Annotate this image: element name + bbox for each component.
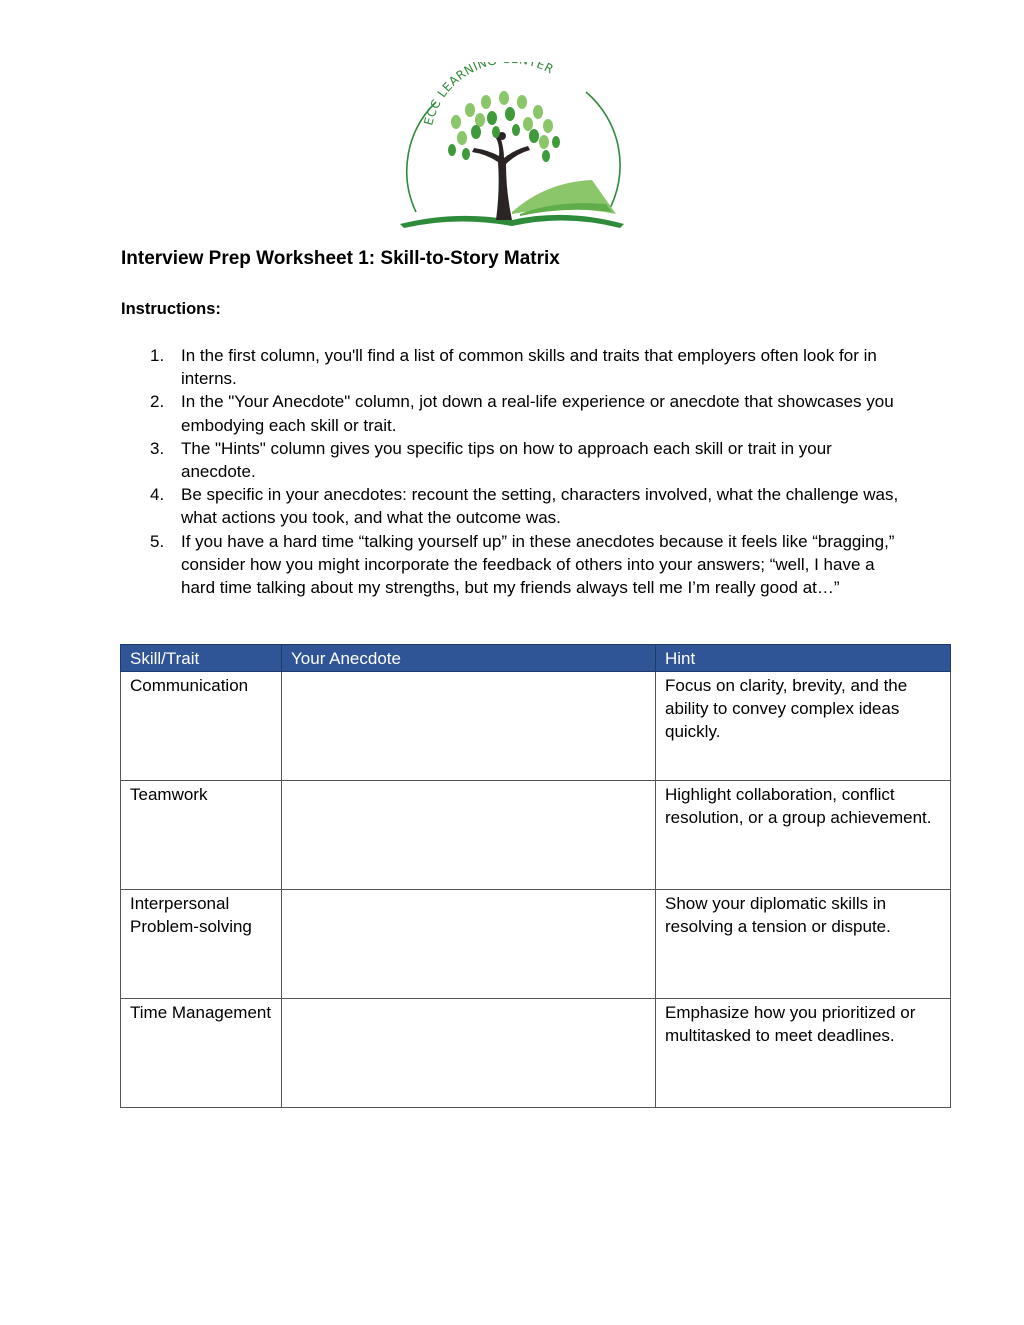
- anecdote-cell[interactable]: [282, 890, 656, 999]
- instruction-text: The "Hints" column gives you specific tips on how to approach each skill or trait in your anecdote.: [181, 438, 832, 482]
- instruction-number: 2.: [150, 392, 165, 412]
- instruction-item: [150, 530, 910, 600]
- hint-cell: Focus on clarity, brevity, and the ability to convey complex ideas quickly.: [656, 672, 951, 781]
- worksheet-title: Interview Prep Worksheet 1: Skill-to-Story Matrix: [121, 248, 560, 269]
- hint-cell: Emphasize how you prioritized or multitasked to meet deadlines.: [656, 999, 951, 1108]
- tree-book-logo-icon: [396, 62, 628, 232]
- instructions-list: [150, 344, 910, 599]
- instruction-item: [150, 483, 910, 529]
- instruction-number: 4.: [150, 485, 165, 505]
- instruction-number: 5.: [150, 531, 165, 551]
- instruction-number: 3.: [150, 438, 165, 458]
- ecc-learning-center-logo: [396, 62, 628, 232]
- logo-text: ECC LEARNIN TER: [421, 62, 557, 127]
- instruction-text: In the "Your Anecdote" column, jot down a real-life experience or anecdote that showcases you embodying each skill or trait.: [181, 392, 894, 435]
- skill-cell: Time Management: [121, 999, 282, 1108]
- instructions-heading: Instructions:: [121, 300, 221, 318]
- hint-cell: Show your diplomatic skills in resolving a tension or dispute.: [656, 890, 951, 999]
- instruction-item: [150, 437, 910, 483]
- column-header-anecdote: Your Anecdote: [282, 645, 656, 672]
- instruction-text: Be specific in your anecdotes: recount the setting, characters involved, what the challenge was, what actions you took, and what the outcome was.: [181, 485, 899, 528]
- skill-cell: Communication: [121, 672, 282, 781]
- anecdote-cell[interactable]: [282, 999, 656, 1108]
- column-header-hint: Hint: [656, 645, 951, 672]
- instruction-text: If you have a hard time “talking yourself up” in these anecdotes because it feels like “bragging,” consider how you might incorporate the feedback of others into your answers; “well, I have a hard time talking about my strengths, but my friends always tell me I’m really good at…”: [181, 531, 895, 598]
- skill-story-matrix-table: [120, 644, 951, 1108]
- skill-cell: Interpersonal Problem-solving: [121, 890, 282, 999]
- skill-cell: Teamwork: [121, 781, 282, 890]
- instruction-item: [150, 390, 910, 436]
- table-row: [121, 672, 951, 781]
- hint-cell: Highlight collaboration, conflict resolution, or a group achievement.: [656, 781, 951, 890]
- instruction-number: 1.: [150, 346, 165, 365]
- instruction-text: In the first column, you'll find a list of common skills and traits that employers often look for in interns.: [181, 346, 877, 389]
- anecdote-cell[interactable]: [282, 781, 656, 890]
- table-header-row: [121, 645, 951, 672]
- table-row: [121, 890, 951, 999]
- instruction-item: [150, 344, 910, 390]
- column-header-skill: Skill/Trait: [121, 645, 282, 672]
- table-row: [121, 999, 951, 1108]
- anecdote-cell[interactable]: [282, 672, 656, 781]
- table-row: [121, 781, 951, 890]
